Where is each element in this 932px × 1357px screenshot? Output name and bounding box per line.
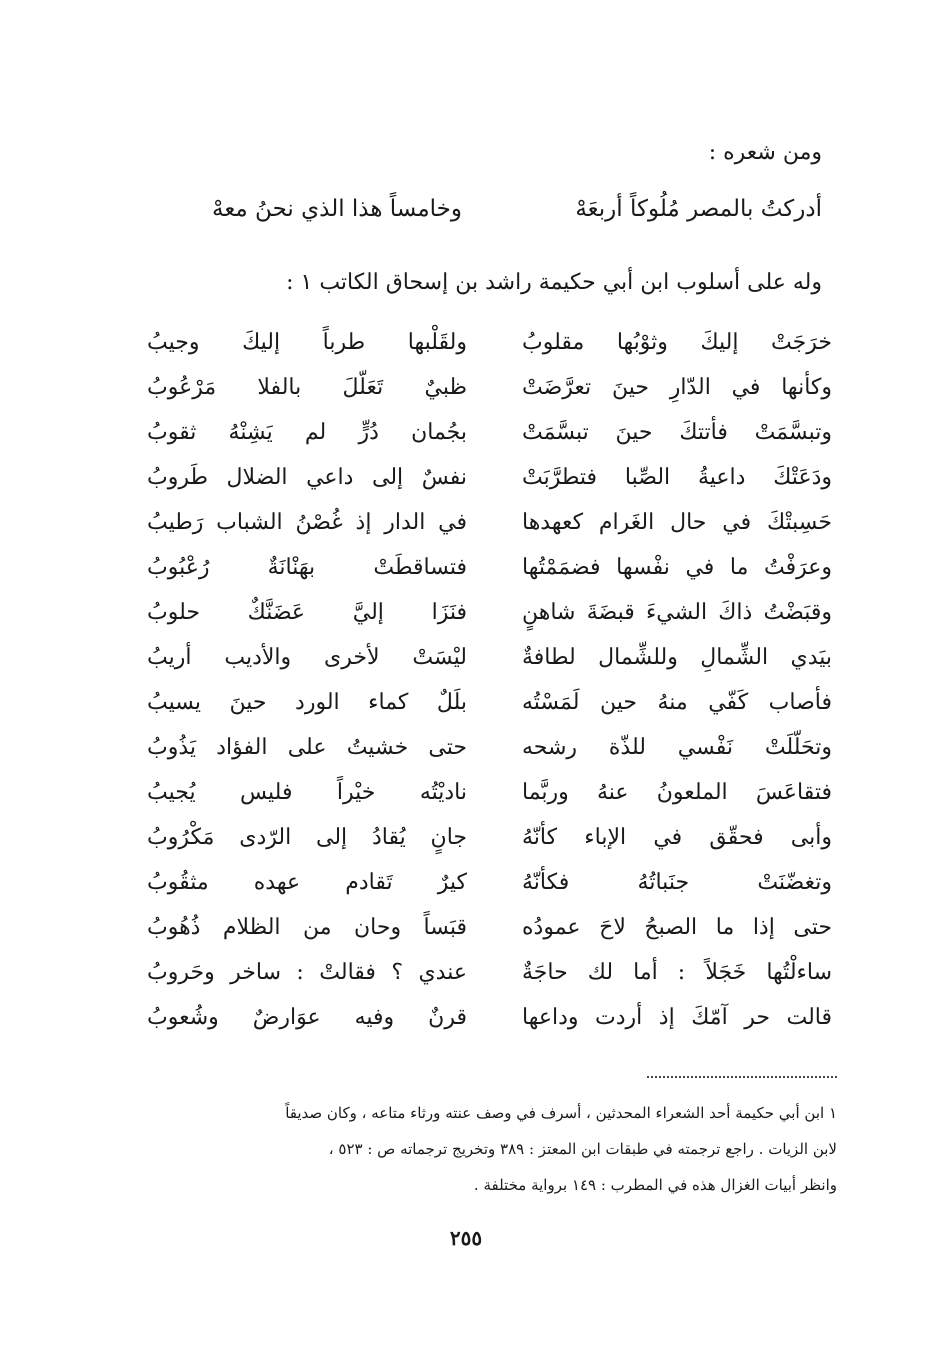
verse-first-hemistich: وأبى فحقّق في الإباء كأنّهُ	[522, 825, 832, 850]
verse	[112, 510, 832, 550]
verse	[112, 960, 832, 1000]
verse-second-hemistich: حتى خشيتُ على الفؤاد يَذُوبُ	[147, 735, 467, 760]
verse-first-hemistich: وتحَلّلَتْ نَفْسي للذّة رشحه	[522, 735, 832, 760]
single-verse-first-hemistich: أدركتُ بالمصر مُلُوكاً أربعَهْ	[575, 196, 822, 222]
verse	[112, 600, 832, 640]
poem	[112, 330, 832, 1050]
page-number: ٢٥٥	[449, 1226, 483, 1250]
style-attribution-line: وله على أسلوب ابن أبي حكيمة راشد بن إسحاق الكاتب ١ :	[286, 270, 822, 295]
verse	[112, 870, 832, 910]
verse-first-hemistich: بيَدي الشِّمالِ وللشِّمال لطافةٌ	[522, 645, 832, 670]
verse	[112, 825, 832, 865]
footnote-line: لابن الزيات . راجع ترجمته في طبقات ابن المعتز : ٣٨٩ وتخريج ترجماته ص : ٥٢٣ ،	[328, 1140, 837, 1158]
verse-second-hemistich: قرنٌ وفيه عوَارضٌ وشُعوبُ	[147, 1005, 467, 1030]
verse-second-hemistich: نفسٌ إلى داعي الضلال طَروبُ	[147, 465, 467, 490]
verse-second-hemistich: فنَزَا إليَّ عَضَنَّكٌ حلوبُ	[147, 600, 467, 625]
verse	[112, 690, 832, 730]
intro-line: ومن شعره :	[708, 140, 822, 165]
verse	[112, 330, 832, 370]
verse-second-hemistich: بجُمان دُرٍّ لم يَشِنْهُ ثقوبُ	[147, 420, 467, 445]
verse-first-hemistich: ساءلْتُها خَجَلاً : أما لك حاجَةٌ	[522, 960, 832, 985]
verse-second-hemistich: بلَلٌ كماء الورد حينَ يسيبُ	[147, 690, 467, 715]
verse-second-hemistich: فتساقطَتْ بهَنْانَةٌ رُعْبُوبُ	[147, 555, 467, 580]
verse-second-hemistich: ظبيٌ تَعَلّلَ بالفلا مَرْعُوبُ	[147, 375, 467, 400]
verse-second-hemistich: قبَساً وحان من الظلام ذُهُوبُ	[147, 915, 467, 940]
verse-first-hemistich: ودَعَتْكَ داعيةُ الصِّبا فتطرَّبَتْ	[522, 465, 832, 490]
footnote-separator	[647, 1076, 837, 1078]
verse	[112, 645, 832, 685]
verse	[112, 780, 832, 820]
verse-first-hemistich: وتغضّنَتْ جنَباتُهُ فكأنّهُ	[522, 870, 832, 895]
verse-first-hemistich: قالت حر آمّكَ إذ أردت وداعها	[522, 1005, 832, 1030]
verse-second-hemistich: ليْسَتْ لأخرى والأديب أريبُ	[147, 645, 467, 670]
verse-second-hemistich: ناديْتُه خيْراً فليس يُجيبُ	[147, 780, 467, 805]
verse-first-hemistich: وكأنها في الدّارِ حينَ تعرَّضَتْ	[522, 375, 832, 400]
verse-second-hemistich: عندي ؟ فقالتْ : ساخر وحَروبُ	[147, 960, 467, 985]
footnote-line: وانظر أبيات الغزال هذه في المطرب : ١٤٩ برواية مختلفة .	[473, 1176, 837, 1194]
footnote-line: ١ ابن أبي حكيمة أحد الشعراء المحدثين ، أسرف في وصف عنته ورثاء متاعه ، وكان صديقاً	[285, 1104, 837, 1122]
verse-first-hemistich: خرَجَتْ إليكَ وثوْبُها مقلوبُ	[522, 330, 832, 355]
verse-first-hemistich: وعرَفْتُ ما في نفْسها فضمَمْتُها	[522, 555, 832, 580]
verse-first-hemistich: وتبسَّمَتْ فأتتكَ حينَ تبسَّمَتْ	[522, 420, 832, 445]
verse	[112, 735, 832, 775]
single-verse-second-hemistich: وخامساً هذا الذي نحنُ معهْ	[212, 196, 462, 222]
verse	[112, 915, 832, 955]
verse-first-hemistich: فأصاب كَفّي منهُ حين لَمَسْتُه	[522, 690, 832, 715]
verse	[112, 1005, 832, 1045]
verse-second-hemistich: جانٍ يُقادُ إلى الرّدى مَكْرُوبُ	[147, 825, 467, 850]
verse-second-hemistich: ولقَلْبها طرباً إليكَ وجيبُ	[147, 330, 467, 355]
verse	[112, 375, 832, 415]
verse-second-hemistich: كيرٌ تَقادم عهده مثقُوبُ	[147, 870, 467, 895]
verse	[112, 465, 832, 505]
verse-second-hemistich: في الدار إذ غُصْنُ الشباب رَطيبُ	[147, 510, 467, 535]
verse-first-hemistich: حتى إذا ما الصبحُ لاحَ عمودُه	[522, 915, 832, 940]
verse	[112, 555, 832, 595]
verse-first-hemistich: حَسِبتْكَ في حال الغَرام كعهدها	[522, 510, 832, 535]
verse-first-hemistich: وقبَضْتُ ذاكَ الشيءَ قبضَةَ شاهنٍ	[522, 600, 832, 625]
verse	[112, 420, 832, 460]
verse-first-hemistich: فتقاعَسَ الملعونُ عنهُ وربَّما	[522, 780, 832, 805]
